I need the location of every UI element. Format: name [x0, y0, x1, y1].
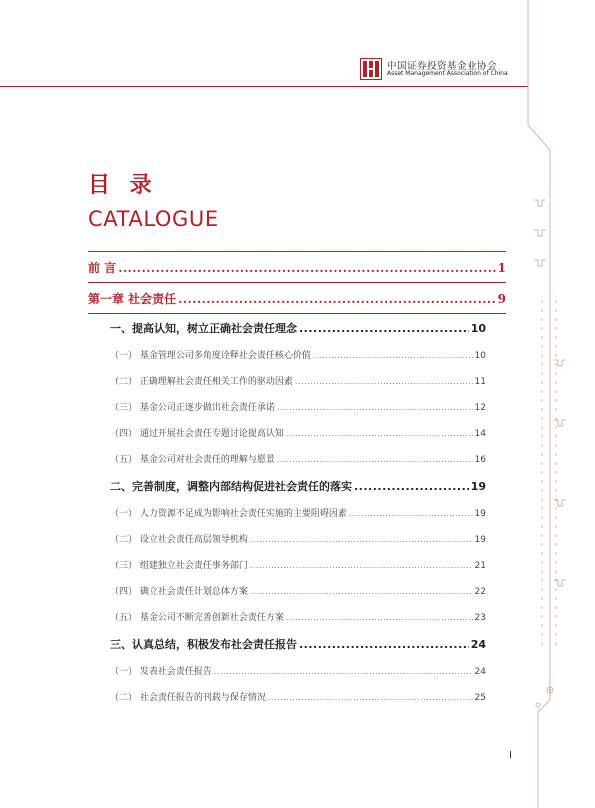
toc-entry-section-1-2[interactable]	[110, 374, 486, 387]
toc-leader	[277, 455, 473, 464]
toc-leader	[286, 613, 473, 622]
toc-page: 16	[474, 455, 486, 465]
toc-entry-section-3-1[interactable]	[110, 664, 486, 677]
toc-label: （三） 基金公司正逐步做出社会责任承诺	[110, 403, 275, 413]
toc-entry-preface[interactable]	[88, 259, 506, 276]
toc-entry-section-2-5[interactable]	[110, 610, 486, 623]
toc-page: 24	[470, 638, 486, 651]
toc-leader	[299, 322, 469, 335]
toc-label: （二） 社会责任报告的刊载与保存情况	[110, 693, 266, 703]
page-title-cn: 目 录	[88, 173, 158, 198]
toc-leader	[295, 377, 473, 386]
decorative-border-icon	[520, 0, 580, 808]
toc-page: 22	[474, 587, 486, 597]
toc-leader	[313, 351, 473, 360]
toc-leader	[299, 638, 469, 651]
toc-label: （五） 基金公司对社会责任的理解与愿景	[110, 455, 275, 465]
toc-leader	[250, 587, 473, 596]
toc-leader	[250, 535, 473, 544]
toc-entry-section-2-1[interactable]	[110, 506, 486, 519]
toc-rule-bottom	[88, 313, 506, 314]
toc-page: 1	[497, 261, 506, 275]
toc-entry-section-2-3[interactable]	[110, 558, 486, 571]
toc-label: 前 言	[88, 261, 117, 275]
toc-entry-section-2-2[interactable]	[110, 532, 486, 545]
toc-page: 19	[470, 480, 486, 493]
toc-entry-section-1[interactable]	[110, 320, 486, 336]
toc-label: （三） 组建独立社会责任事务部门	[110, 561, 248, 571]
toc-entry-section-1-1[interactable]	[110, 348, 486, 361]
toc-label: （五） 基金公司不断完善创新社会责任方案	[110, 613, 284, 623]
toc-leader	[354, 480, 469, 493]
toc-label: 第一章 社会责任	[88, 292, 177, 306]
toc-entry-chapter1[interactable]	[88, 290, 506, 307]
toc-page: 10	[470, 322, 486, 335]
toc-leader	[178, 292, 495, 306]
toc-leader	[250, 561, 473, 570]
toc-label: （一） 基金管理公司多角度诠释社会责任核心价值	[110, 351, 311, 361]
org-name-cn: 中国证券投资基金业协会	[387, 61, 498, 72]
toc-label: （二） 设立社会责任高层领导机构	[110, 535, 248, 545]
toc-page: 23	[474, 613, 486, 623]
toc-label: 一、提高认知，树立正确社会责任理念	[110, 322, 297, 335]
toc-entry-section-1-3[interactable]	[110, 400, 486, 413]
toc-leader	[214, 667, 473, 676]
toc-label: （四） 确立社会责任计划总体方案	[110, 587, 248, 597]
toc-leader	[277, 403, 473, 412]
association-logo-icon	[360, 58, 382, 80]
toc-entry-section-1-4[interactable]	[110, 426, 486, 439]
org-name-en: Asset Management Association of China	[387, 70, 508, 77]
toc-leader	[118, 261, 495, 275]
toc-entry-section-1-5[interactable]	[110, 452, 486, 465]
toc-page: 24	[474, 667, 486, 677]
toc-leader	[286, 429, 473, 438]
header-rule	[0, 86, 528, 87]
toc-entry-section-2[interactable]	[110, 478, 486, 494]
page-number: I	[509, 750, 512, 761]
toc-leader	[349, 509, 473, 518]
toc-page: 25	[474, 693, 486, 703]
toc-page: 12	[474, 403, 486, 413]
toc-leader	[268, 693, 473, 702]
toc-page: 21	[474, 561, 486, 571]
toc-page: 14	[474, 429, 486, 439]
toc-rule-middle	[88, 282, 506, 283]
toc-label: （四） 通过开展社会责任专题讨论提高认知	[110, 429, 284, 439]
toc-label: （二） 正确理解社会责任相关工作的驱动因素	[110, 377, 293, 387]
toc-label: （一） 发表社会责任报告	[110, 667, 212, 677]
toc-rule-top	[88, 251, 506, 252]
toc-label: 三、认真总结，积极发布社会责任报告	[110, 638, 297, 651]
page-title-en: CATALOGUE	[88, 207, 219, 231]
toc-entry-section-3[interactable]	[110, 636, 486, 652]
toc-label: 二、完善制度，调整内部结构促进社会责任的落实	[110, 480, 352, 493]
toc-page: 11	[474, 377, 486, 387]
toc-label: （一） 人力资源不足成为影响社会责任实施的主要阻碍因素	[110, 509, 347, 519]
toc-page: 19	[474, 509, 486, 519]
toc-page: 19	[474, 535, 486, 545]
toc-entry-section-3-2[interactable]	[110, 690, 486, 703]
toc-page: 9	[497, 292, 506, 306]
toc-entry-section-2-4[interactable]	[110, 584, 486, 597]
toc-page: 10	[474, 351, 486, 361]
